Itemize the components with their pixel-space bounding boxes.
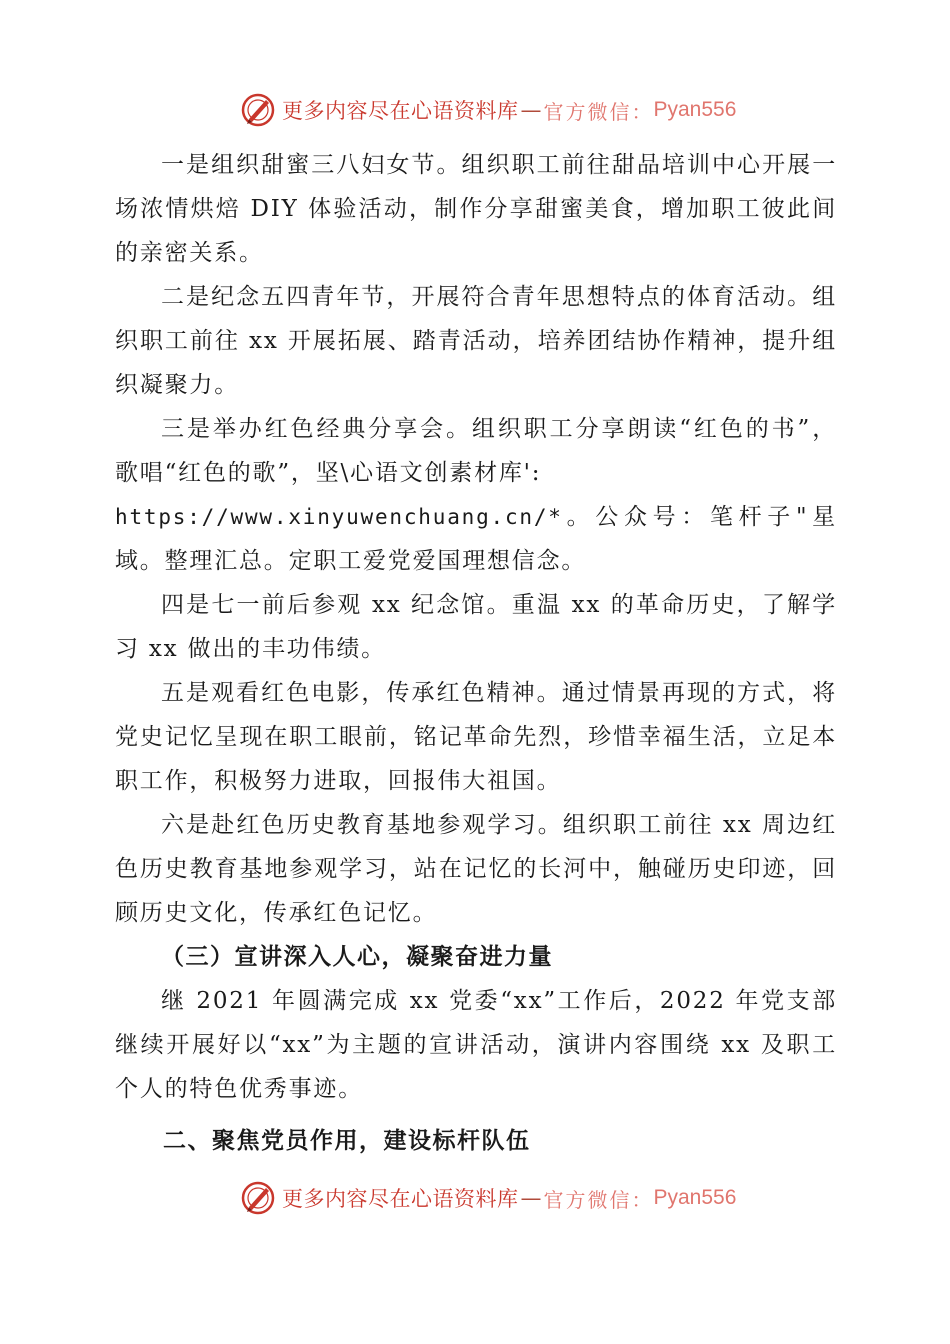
banner-brand-text: 更多内容尽在心语资料库 [282,1187,519,1211]
pen-logo-icon [240,92,276,128]
source-url: https://www.xinyuwenchuang.cn/* [115,505,563,529]
banner-official-label: 官方微信： [543,1187,654,1212]
banner-brand-text: 更多内容尽在心语资料库 [282,99,519,123]
paragraph-red-movies: 五是观看红色电影，传承红色精神。通过情景再现的方式，将党史记忆呈现在职工眼前，铭记革命先烈，珍惜幸福生活，立足本职工作，积极努力进取，回报伟大祖国。 [115,680,837,794]
paragraph-red-classics: 三是举办红色经典分享会。组织职工分享朗读“红色的书”， 歌唱“红色的歌”，坚\心语文创素材库': [115,416,837,486]
section-heading-3: （三）宣讲深入人心，凝聚奋进力量 [161,944,553,970]
banner-separator: — [520,98,542,122]
paragraph-youth-day: 二是纪念五四青年节，开展符合青年思想特点的体育活动。组织职工前往 xx 开展拓展、踏青活动，培养团结协作精神，提升组织凝聚力。 [115,284,837,398]
banner-separator: — [520,1186,542,1210]
section-heading-2: 二、聚焦党员作用，建设标杆队伍 [163,1128,531,1154]
header-banner [240,90,736,130]
banner-wechat-id: Pyan556 [653,98,737,121]
footer-banner [240,1178,736,1218]
paragraph-womens-day: 一是组织甜蜜三八妇女节。组织职工前往甜品培训中心开展一场浓情烘焙 DIY 体验活动，制作分享甜蜜美食，增加职工彼此间的亲密关系。 [115,152,837,266]
paragraph-education-base: 六是赴红色历史教育基地参观学习。组织职工前往 xx 周边红色历史教育基地参观学习，站在记忆的长河中，触碰历史印迹，回顾历史文化，传承红色记忆。 [115,812,837,926]
paragraph-red-classics-tail: 。公众号：笔杆子"星域。整理汇总。定职工爱党爱国理想信念。 [115,504,837,574]
paragraph-memorial-visit: 四是七一前后参观 xx 纪念馆。重温 xx 的革命历史，了解学习 xx 做出的丰功伟绩。 [115,592,837,662]
document-body [115,143,837,1163]
banner-wechat-id: Pyan556 [653,1186,737,1209]
paragraph-red-classics-continued [115,495,837,583]
paragraph-lecture-activity: 继 2021 年圆满完成 xx 党委“xx”工作后，2022 年党支部继续开展好以“xx”为主题的宣讲活动，演讲内容围绕 xx 及职工个人的特色优秀事迹。 [115,988,837,1102]
pen-logo-icon [240,1180,276,1216]
banner-official-label: 官方微信： [543,99,654,124]
